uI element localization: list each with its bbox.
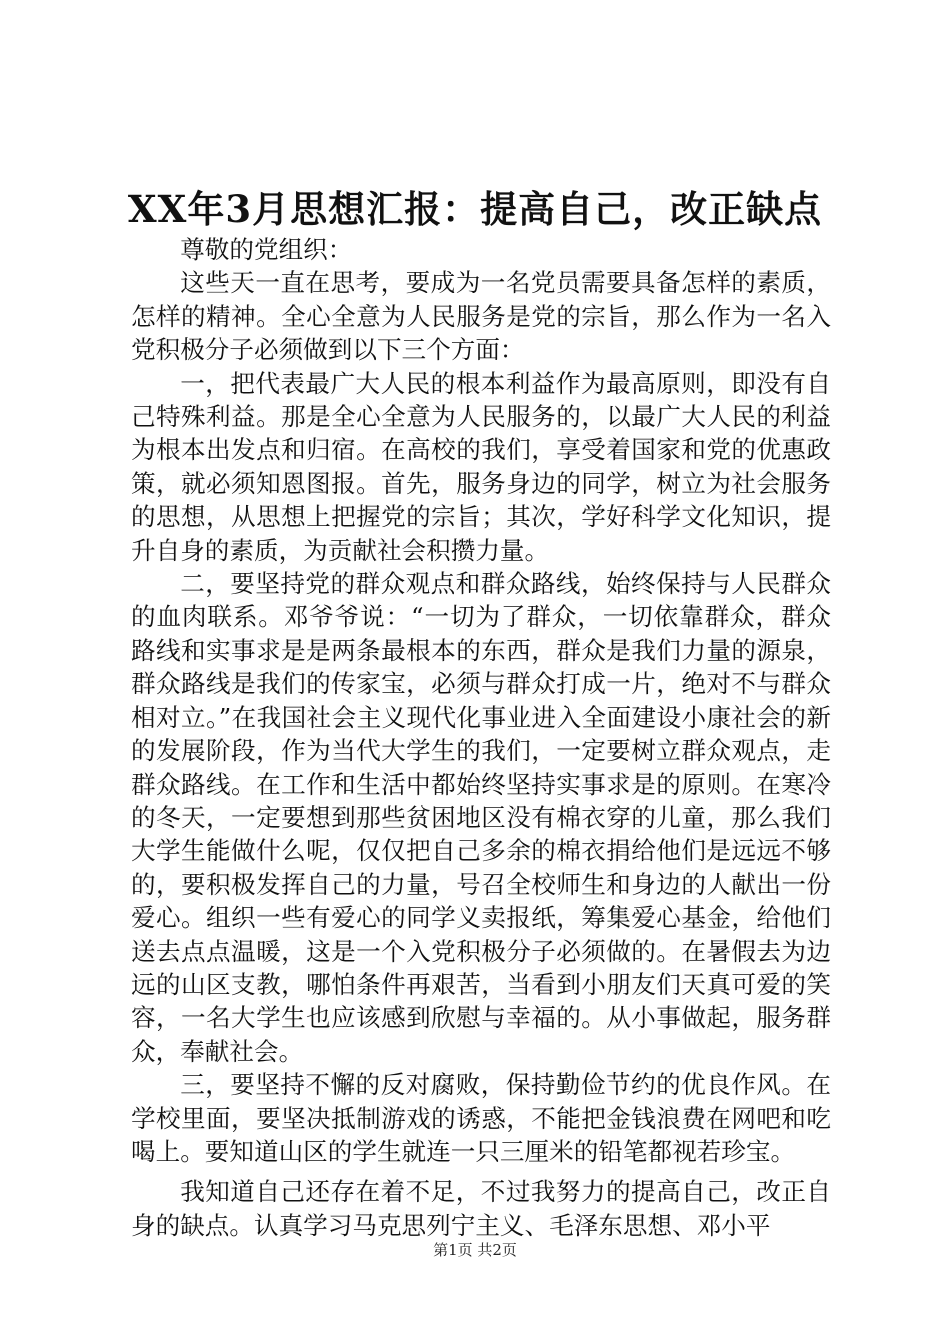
page-footer: 第1页 共2页: [433, 1241, 517, 1259]
paragraph-point-three: 三，要坚持不懈的反对腐败，保持勤俭节约的优良作风。在学校里面，要坚决抵制游戏的诱惑，不能把金钱浪费在网吧和吃喝上。要知道山区的学生就连一只三厘米的铅笔都视若珍宝。: [131, 1070, 831, 1166]
paragraph-conclusion: 我知道自己还存在着不足，不过我努力的提高自己，改正自身的缺点。认真学习马克思列宁主义、毛泽东思想、邓小平: [131, 1177, 831, 1240]
paragraph-point-two: 二，要坚持党的群众观点和群众路线，始终保持与人民群众的血肉联系。邓爷爷说：“一切为了群众，一切依靠群众，群众路线和实事求是是两条最根本的东西，群众是我们力量的源泉，群众路线是我们的传家宝，必须与群众打成一片，绝对不与群众相对立。”在我国社会主义现代化事业进入全面建设小康社会的新的发展阶段，作为当代大学生的我们，一定要树立群众观点，走群众路线。在工作和生活中都始终坚持实事求是的原则。在寒冷的冬天，一定要想到那些贫困地区没有棉衣穿的儿童，那么我们大学生能做什么呢，仅仅把自己多余的棉衣捐给他们是远远不够的，要积极发挥自己的力量，号召全校师生和身边的人献出一份爱心。组织一些有爱心的同学义卖报纸，筹集爱心基金，给他们送去点点温暖，这是一个入党积极分子必须做的。在暑假去为边远的山区支教，哪怕条件再艰苦，当看到小朋友们天真可爱的笑容，一名大学生也应该感到欣慰与幸福的。从小事做起，服务群众，奉献社会。: [131, 569, 831, 1066]
document-title: XX年3月思想汇报：提高自己，改正缺点: [127, 187, 823, 231]
document-body: [131, 233, 831, 1242]
paragraph-intro: 这些天一直在思考，要成为一名党员需要具备怎样的素质，怎样的精神。全心全意为人民服务是党的宗旨，那么作为一名入党积极分子必须做到以下三个方面：: [131, 268, 831, 365]
paragraph-point-one: 一，把代表最广大人民的根本利益作为最高原则，即没有自己特殊利益。那是全心全意为人民服务的，以最广大人民的利益为根本出发点和归宿。在高校的我们，享受着国家和党的优惠政策，就必须知恩图报。首先，服务身边的同学，树立为社会服务的思想，从思想上把握党的宗旨；其次，学好科学文化知识，提升自身的素质，为贡献社会积攒力量。: [131, 368, 831, 565]
salutation: 尊敬的党组织：: [180, 235, 353, 264]
